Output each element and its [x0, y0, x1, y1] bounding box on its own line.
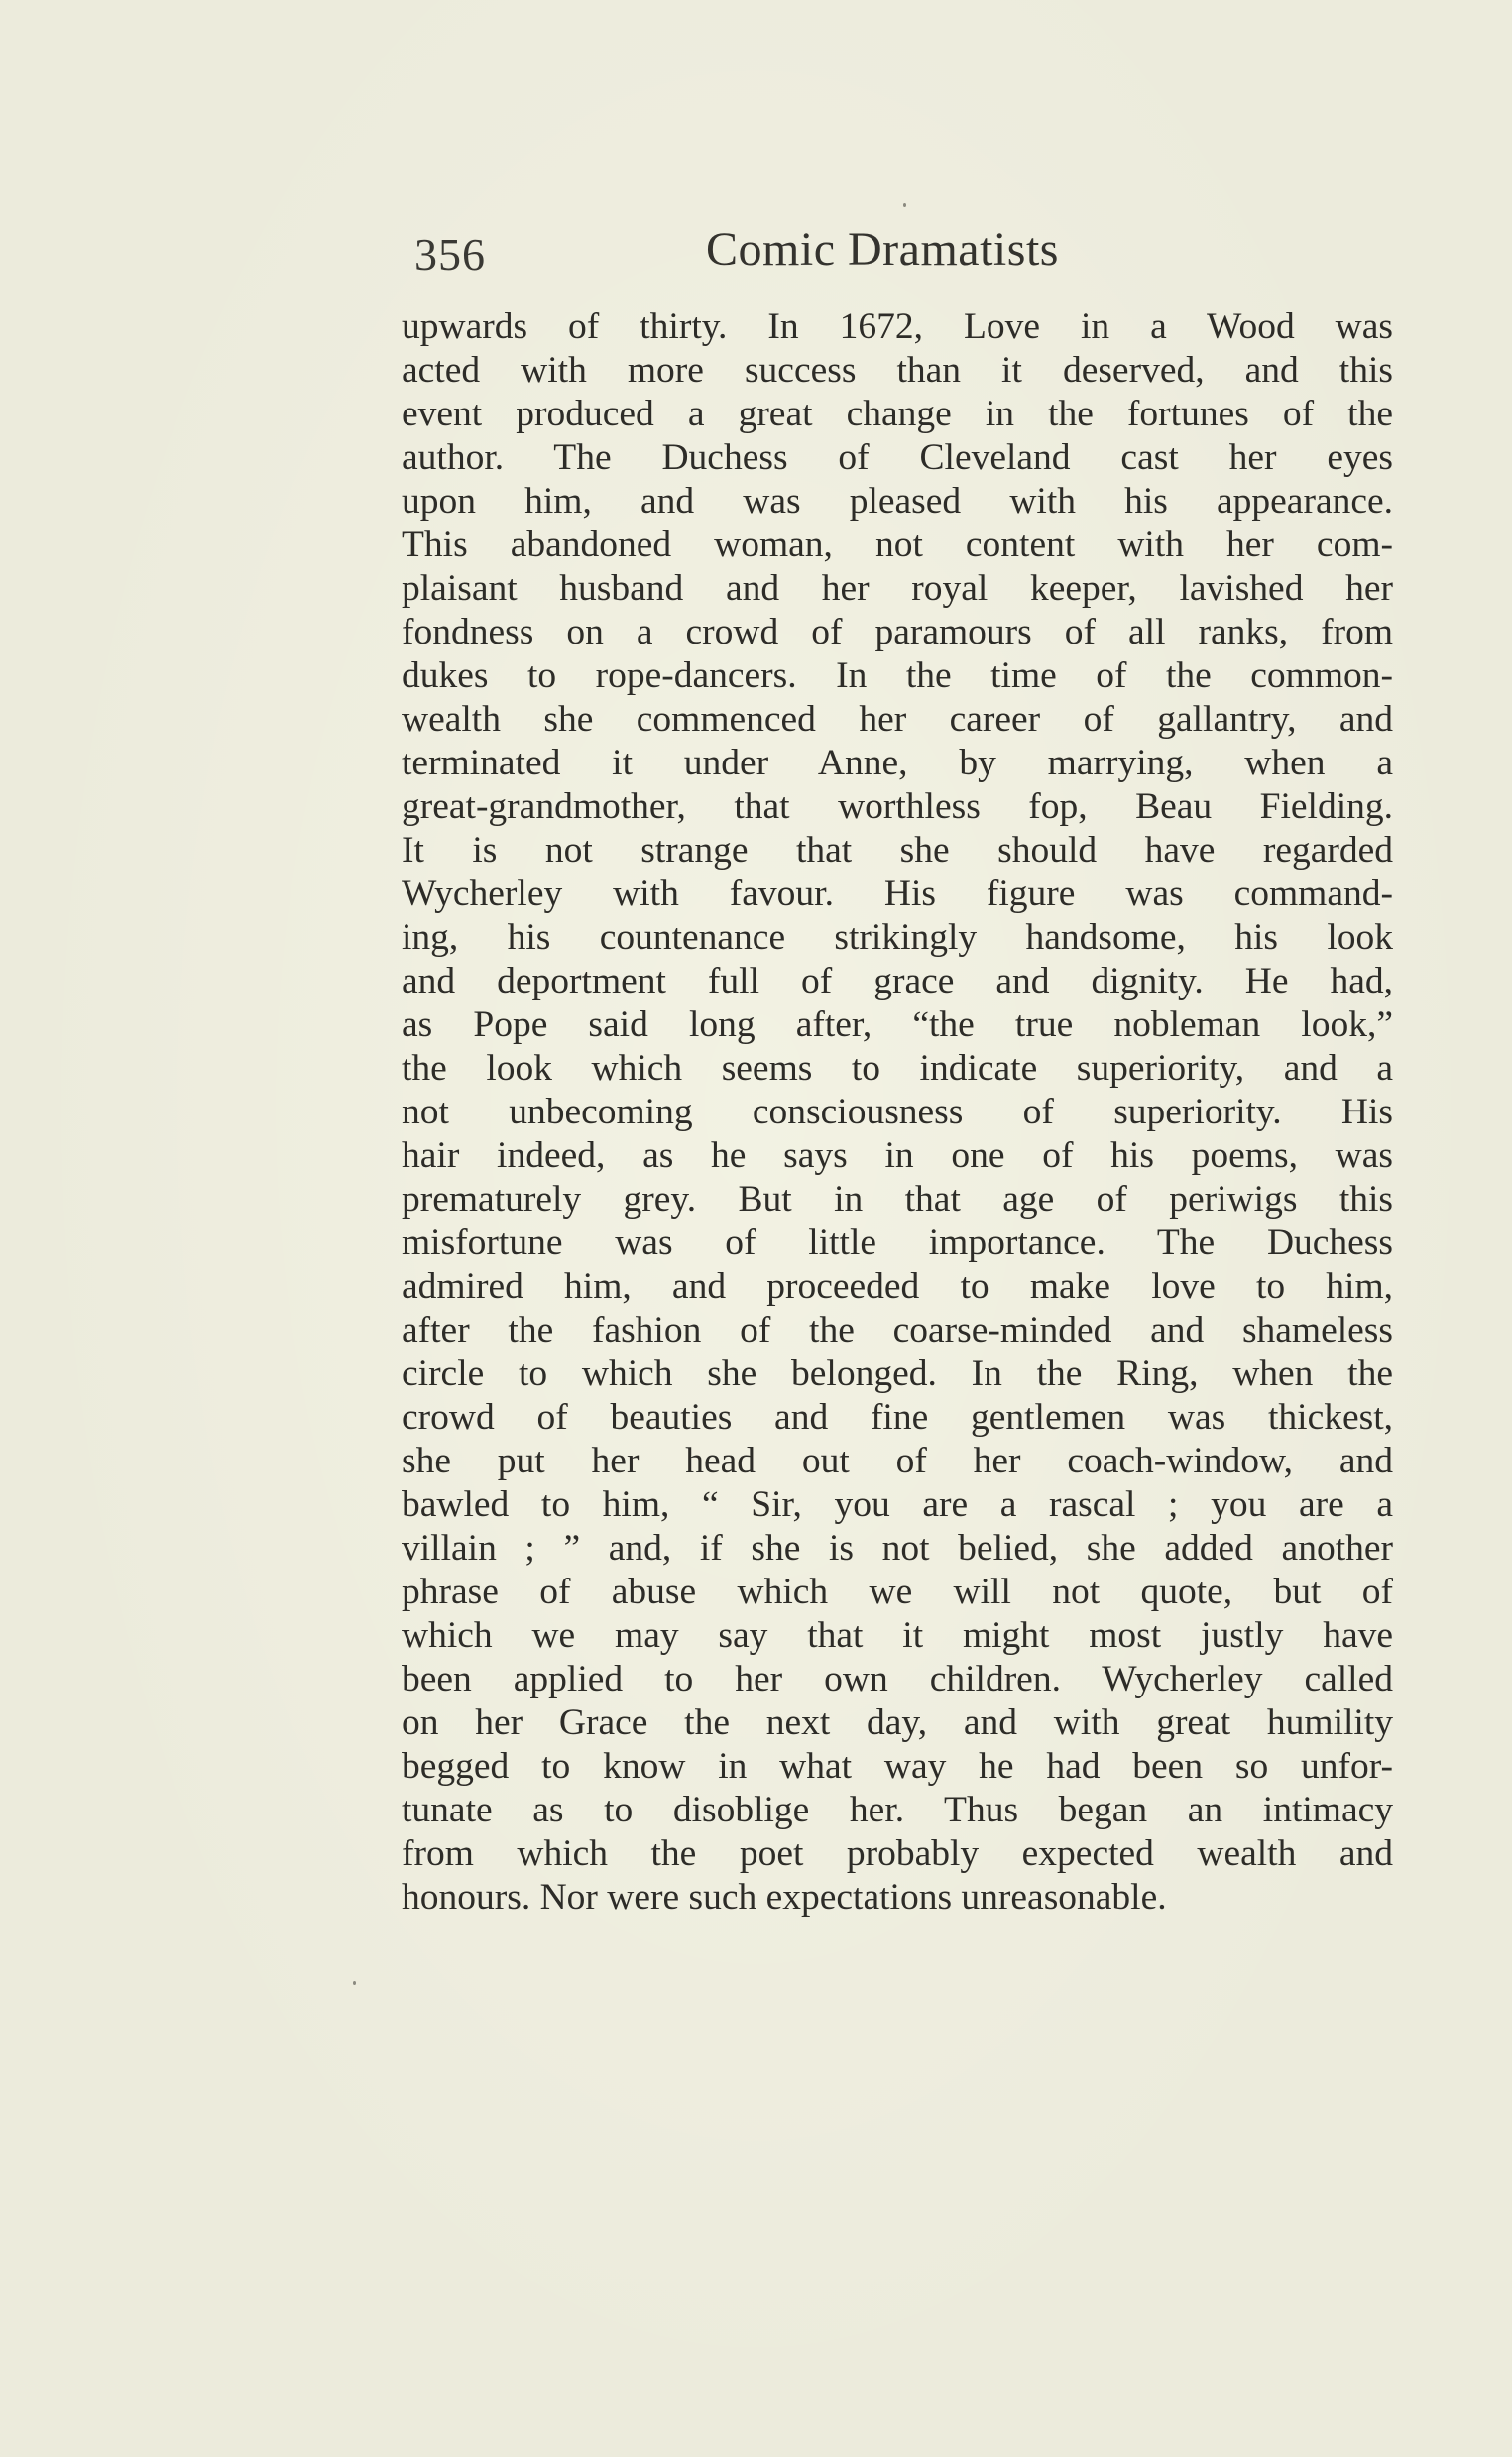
text-line: Wycherley with favour. His figure was command- [402, 874, 1393, 914]
text-line: dukes to rope-dancers. In the time of the common- [402, 655, 1393, 696]
text-line: hair indeed, as he says in one of his poems, was [402, 1135, 1393, 1176]
text-line: upon him, and was pleased with his appearance. [402, 481, 1393, 522]
text-line: misfortune was of little importance. The Duchess [402, 1223, 1393, 1263]
text-line: terminated it under Anne, by marrying, when a [402, 743, 1393, 783]
text-line: the look which seems to indicate superiority, and a [402, 1048, 1393, 1089]
text-line: she put her head out of her coach-window, and [402, 1441, 1393, 1481]
page-number: 356 [414, 229, 486, 280]
text-line: begged to know in what way he had been so unfor- [402, 1746, 1393, 1787]
text-line: event produced a great change in the fortunes of the [402, 394, 1393, 434]
text-line: phrase of abuse which we will not quote, but of [402, 1572, 1393, 1612]
text-line: ing, his countenance strikingly handsome, his look [402, 917, 1393, 958]
text-line: bawled to him, “ Sir, you are a rascal ; you are a [402, 1484, 1393, 1525]
text-line: from which the poet probably expected wealth and [402, 1833, 1393, 1874]
text-line: as Pope said long after, “the true nobleman look,” [402, 1004, 1393, 1045]
text-line: crowd of beauties and fine gentlemen was thickest, [402, 1397, 1393, 1438]
text-line: author. The Duchess of Cleveland cast her eyes [402, 437, 1393, 478]
running-title: Comic Dramatists [706, 223, 1059, 276]
text-line: This abandoned woman, not content with her com- [402, 525, 1393, 565]
paper-speck [903, 203, 906, 207]
text-line: acted with more success than it deserved, and this [402, 350, 1393, 391]
text-line: on her Grace the next day, and with great humility [402, 1702, 1393, 1743]
text-line: prematurely grey. But in that age of periwigs this [402, 1179, 1393, 1220]
text-line: upwards of thirty. In 1672, Love in a Wood was [402, 306, 1393, 347]
text-line: wealth she commenced her career of gallantry, and [402, 699, 1393, 740]
text-line: which we may say that it might most justly have [402, 1615, 1393, 1656]
text-line: great-grandmother, that worthless fop, Beau Fielding. [402, 786, 1393, 827]
text-line: after the fashion of the coarse-minded and shameless [402, 1310, 1393, 1350]
text-line: It is not strange that she should have regarded [402, 830, 1393, 871]
text-line: not unbecoming consciousness of superiority. His [402, 1092, 1393, 1132]
text-line: fondness on a crowd of paramours of all ranks, from [402, 612, 1393, 652]
body-text [402, 305, 1393, 1920]
text-line: circle to which she belonged. In the Ring, when the [402, 1353, 1393, 1394]
text-line: tunate as to disoblige her. Thus began an intimacy [402, 1790, 1393, 1830]
paper-speck [353, 1981, 356, 1985]
text-line: plaisant husband and her royal keeper, lavished her [402, 568, 1393, 609]
text-line: been applied to her own children. Wycherley called [402, 1659, 1393, 1699]
text-line: and deportment full of grace and dignity. He had, [402, 961, 1393, 1001]
text-line: admired him, and proceeded to make love to him, [402, 1266, 1393, 1307]
text-line: honours. Nor were such expectations unreasonable. [402, 1877, 1167, 1918]
running-head [414, 220, 1406, 290]
text-line: villain ; ” and, if she is not belied, she added another [402, 1528, 1393, 1569]
